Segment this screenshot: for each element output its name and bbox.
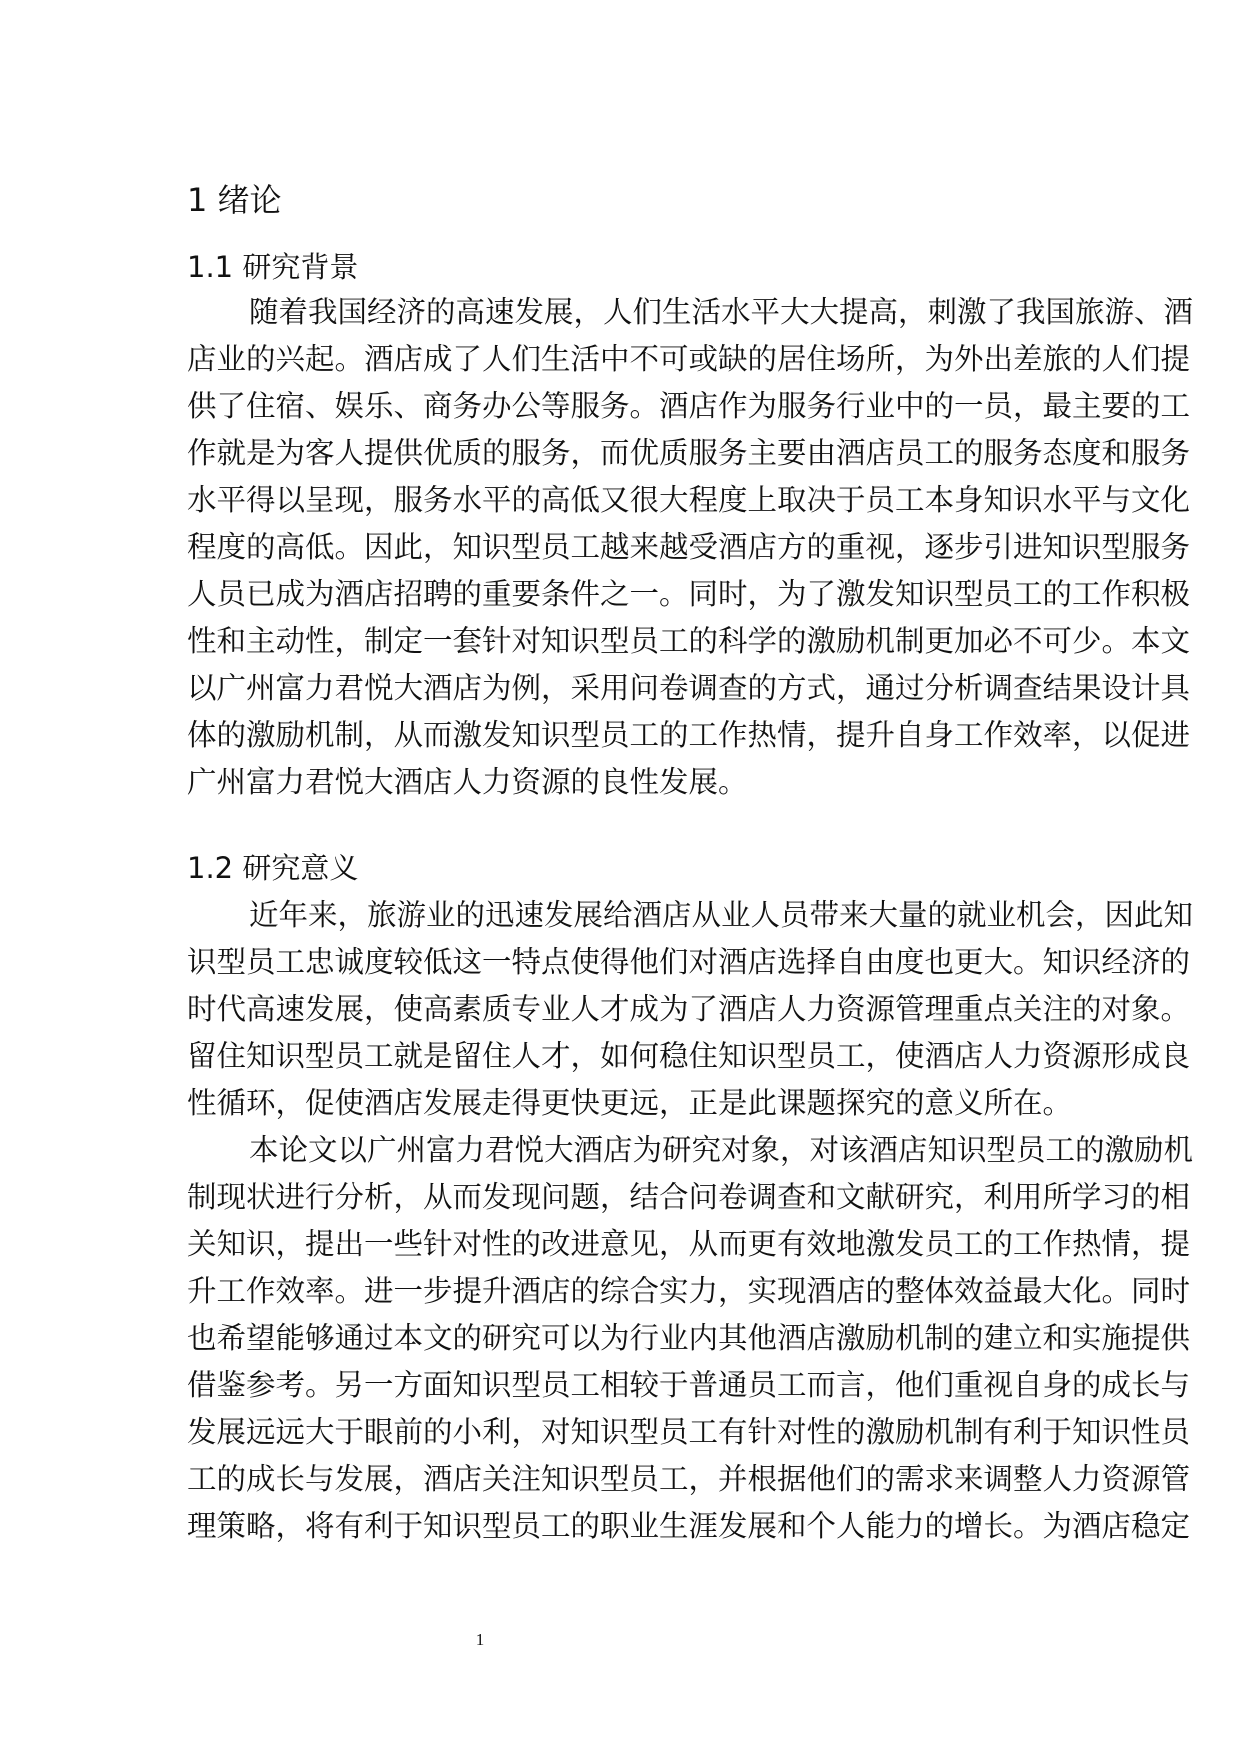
text-line: 水平得以呈现，服务水平的高低又很大程度上取决于员工本身知识水平与文化: [187, 483, 1191, 517]
text-line: 时代高速发展，使高素质专业人才成为了酒店人力资源管理重点关注的对象。: [187, 992, 1191, 1026]
text-line: 性循环，促使酒店发展走得更快更远，正是此课题探究的意义所在。: [187, 1086, 1073, 1120]
text-line: 随着我国经济的高速发展，人们生活水平大大提高，刺激了我国旅游、酒: [249, 295, 1194, 329]
text-line: 广州富力君悦大酒店人力资源的良性发展。: [187, 765, 748, 799]
text-line: 借鉴参考。另一方面知识型员工相较于普通员工而言，他们重视自身的成长与: [187, 1368, 1191, 1402]
page-number: 1: [475, 1630, 485, 1649]
text-line: 程度的高低。因此，知识型员工越来越受酒店方的重视，逐步引进知识型服务: [187, 530, 1191, 564]
text-line: 识型员工忠诚度较低这一特点使得他们对酒店选择自由度也更大。知识经济的: [187, 945, 1191, 979]
text-line: 发展远远大于眼前的小利，对知识型员工有针对性的激励机制有利于知识性员: [187, 1415, 1191, 1449]
text-line: 制现状进行分析，从而发现问题，结合问卷调查和文献研究，利用所学习的相: [187, 1180, 1191, 1214]
paragraph-significance-1: [187, 892, 1194, 1127]
text-line: 体的激励机制，从而激发知识型员工的工作热情，提升自身工作效率，以促进: [187, 718, 1191, 752]
text-line: 本论文以广州富力君悦大酒店为研究对象，对该酒店知识型员工的激励机: [249, 1133, 1194, 1167]
text-line: 店业的兴起。酒店成了人们生活中不可或缺的居住场所，为外出差旅的人们提: [187, 342, 1191, 376]
text-line: 关知识，提出一些针对性的改进意见，从而更有效地激发员工的工作热情，提: [187, 1227, 1191, 1261]
section-title-1-2: 1.2 研究意义: [187, 851, 359, 885]
chapter-title: 1 绪论: [187, 181, 282, 219]
text-line: 工的成长与发展，酒店关注知识型员工，并根据他们的需求来调整人力资源管: [187, 1462, 1191, 1496]
text-line: 近年来，旅游业的迅速发展给酒店从业人员带来大量的就业机会，因此知: [249, 898, 1194, 932]
text-line: 留住知识型员工就是留住人才，如何稳住知识型员工，使酒店人力资源形成良: [187, 1039, 1191, 1073]
text-line: 人员已成为酒店招聘的重要条件之一。同时，为了激发知识型员工的工作积极: [187, 577, 1191, 611]
paragraph-significance-2: [187, 1127, 1194, 1550]
text-line: 也希望能够通过本文的研究可以为行业内其他酒店激励机制的建立和实施提供: [187, 1321, 1191, 1355]
paragraph-background: [187, 289, 1194, 806]
text-line: 以广州富力君悦大酒店为例，采用问卷调查的方式，通过分析调查结果设计具: [187, 671, 1191, 705]
text-line: 作就是为客人提供优质的服务，而优质服务主要由酒店员工的服务态度和服务: [187, 436, 1191, 470]
text-line: 理策略，将有利于知识型员工的职业生涯发展和个人能力的增长。为酒店稳定: [187, 1509, 1191, 1543]
text-line: 供了住宿、娱乐、商务办公等服务。酒店作为服务行业中的一员，最主要的工: [187, 389, 1191, 423]
section-title-1-1: 1.1 研究背景: [187, 250, 359, 284]
text-line: 升工作效率。进一步提升酒店的综合实力，实现酒店的整体效益最大化。同时: [187, 1274, 1191, 1308]
text-line: 性和主动性，制定一套针对知识型员工的科学的激励机制更加必不可少。本文: [187, 624, 1191, 658]
